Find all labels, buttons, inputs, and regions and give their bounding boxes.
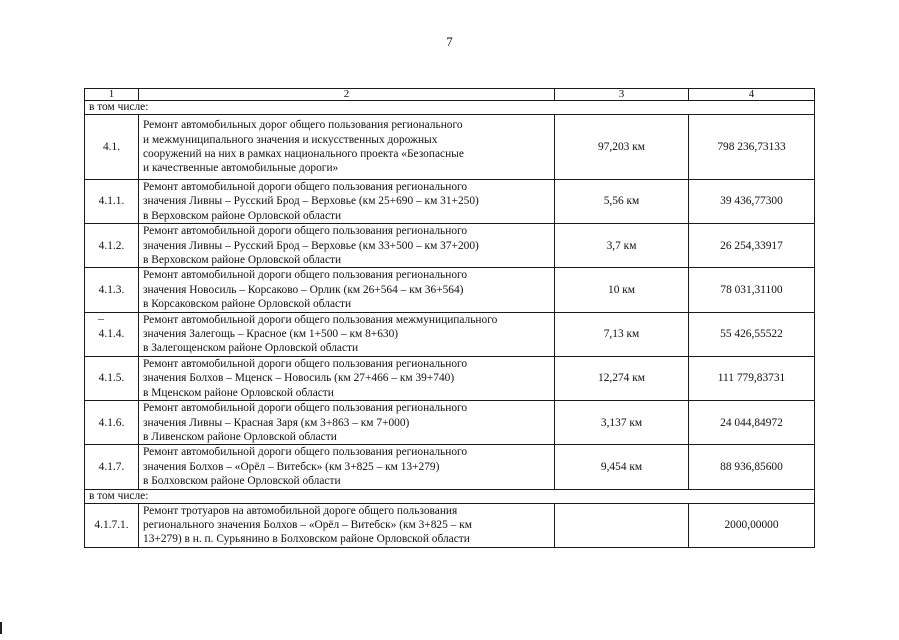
item-description bbox=[139, 312, 555, 356]
item-description bbox=[139, 445, 555, 489]
table-row bbox=[85, 180, 815, 224]
road-repair-table bbox=[84, 88, 815, 548]
description-line: Ремонт автомобильной дороги общего пользования регионального bbox=[143, 357, 468, 370]
item-number: 4.1.1. bbox=[85, 180, 139, 224]
table-row bbox=[85, 445, 815, 489]
item-number: 4.1. bbox=[85, 115, 139, 180]
item-cost: 24 044,84972 bbox=[689, 401, 815, 445]
table-row bbox=[85, 268, 815, 312]
description-line: регионального значения Болхов – «Орёл – Витебск» (км 3+825 – км bbox=[143, 518, 472, 531]
table-row bbox=[85, 224, 815, 268]
item-length: 97,203 км bbox=[555, 115, 689, 180]
description-line: в Верховском районе Орловской области bbox=[143, 254, 342, 267]
description-line: в Болховском районе Орловской области bbox=[143, 475, 341, 488]
item-cost: 798 236,73133 bbox=[689, 115, 815, 180]
description-line: значения Ливны – Русский Брод – Верховье (км 33+500 – км 37+200) bbox=[143, 239, 479, 252]
description-line: и межмуниципального значения и искусственных дорожных bbox=[143, 133, 438, 146]
description-line: Ремонт автомобильных дорог общего пользования регионального bbox=[143, 119, 463, 132]
item-number: 4.1.3. bbox=[85, 268, 139, 312]
description-line: Ремонт автомобильной дороги общего пользования регионального bbox=[143, 446, 468, 459]
column-number-row bbox=[85, 89, 815, 101]
item-length: 3,137 км bbox=[555, 401, 689, 445]
column-number-3: 3 bbox=[555, 89, 689, 101]
item-description bbox=[139, 180, 555, 224]
item-number: 4.1.6. bbox=[85, 401, 139, 445]
table-row bbox=[85, 503, 815, 547]
description-line: и качественные автомобильные дороги» bbox=[143, 162, 339, 175]
table-row bbox=[85, 312, 815, 356]
item-length: 5,56 км bbox=[555, 180, 689, 224]
item-length bbox=[555, 503, 689, 547]
item-length: 10 км bbox=[555, 268, 689, 312]
description-line: значения Ливны – Красная Заря (км 3+863 – км 7+000) bbox=[143, 416, 410, 429]
item-cost: 26 254,33917 bbox=[689, 224, 815, 268]
description-line: сооружений на них в рамках национального проекта «Безопасные bbox=[143, 148, 464, 160]
subheader-row bbox=[85, 101, 815, 115]
item-cost: 39 436,77300 bbox=[689, 180, 815, 224]
item-length: 7,13 км bbox=[555, 312, 689, 356]
item-length: 3,7 км bbox=[555, 224, 689, 268]
description-line: значения Болхов – «Орёл – Витебск» (км 3+825 – км 13+279) bbox=[143, 460, 440, 473]
column-number-4: 4 bbox=[689, 89, 815, 101]
item-description bbox=[139, 224, 555, 268]
description-line: значения Ливны – Русский Брод – Верховье (км 25+690 – км 31+250) bbox=[143, 195, 479, 208]
subheader-row bbox=[85, 489, 815, 503]
scan-speck bbox=[98, 319, 104, 320]
item-cost: 78 031,31100 bbox=[689, 268, 815, 312]
item-description bbox=[139, 356, 555, 400]
item-number: 4.1.7.1. bbox=[85, 503, 139, 547]
column-number-1: 1 bbox=[85, 89, 139, 101]
subheader-label: в том числе: bbox=[85, 101, 815, 115]
item-number: 4.1.5. bbox=[85, 356, 139, 400]
description-line: значения Новосиль – Корсаково – Орлик (км 26+564 – км 36+564) bbox=[143, 283, 464, 296]
description-line: в Верховском районе Орловской области bbox=[143, 209, 342, 222]
description-line: Ремонт тротуаров на автомобильной дороге общего пользования bbox=[143, 504, 458, 517]
item-number: 4.1.2. bbox=[85, 224, 139, 268]
description-line: в Залегощенском районе Орловской области bbox=[143, 342, 359, 355]
item-cost: 111 779,83731 bbox=[689, 356, 815, 400]
item-description bbox=[139, 115, 555, 180]
item-cost: 88 936,85600 bbox=[689, 445, 815, 489]
description-line: значения Залегощь – Красное (км 1+500 – км 8+630) bbox=[143, 328, 399, 341]
column-number-2: 2 bbox=[139, 89, 555, 101]
description-line: Ремонт автомобильной дороги общего пользования регионального bbox=[143, 181, 468, 193]
description-line: Ремонт автомобильной дороги общего пользования межмуниципального bbox=[143, 313, 498, 326]
description-line: Ремонт автомобильной дороги общего пользования регионального bbox=[143, 225, 468, 238]
table-row bbox=[85, 356, 815, 400]
item-number: 4.1.4. bbox=[85, 312, 139, 356]
description-line: Ремонт автомобильной дороги общего пользования регионального bbox=[143, 402, 468, 415]
item-cost: 2000,00000 bbox=[689, 503, 815, 547]
page-number: 7 bbox=[446, 34, 453, 49]
table-row bbox=[85, 401, 815, 445]
description-line: в Мценском районе Орловской области bbox=[143, 386, 334, 399]
item-description bbox=[139, 503, 555, 547]
description-line: значения Болхов – Мценск – Новосиль (км 27+466 – км 39+740) bbox=[143, 372, 455, 385]
subheader-label: в том числе: bbox=[85, 489, 815, 503]
description-line: в Ливенском районе Орловской области bbox=[143, 430, 337, 443]
table-row bbox=[85, 115, 815, 180]
scan-edge-mark bbox=[0, 622, 2, 634]
item-cost: 55 426,55522 bbox=[689, 312, 815, 356]
description-line: в Корсаковском районе Орловской области bbox=[143, 298, 352, 311]
item-description bbox=[139, 268, 555, 312]
item-description bbox=[139, 401, 555, 445]
description-line: Ремонт автомобильной дороги общего пользования регионального bbox=[143, 269, 468, 282]
item-number: 4.1.7. bbox=[85, 445, 139, 489]
item-length: 9,454 км bbox=[555, 445, 689, 489]
description-line: 13+279) в н. п. Сурьянино в Болховском районе Орловской области bbox=[143, 533, 470, 546]
item-length: 12,274 км bbox=[555, 356, 689, 400]
